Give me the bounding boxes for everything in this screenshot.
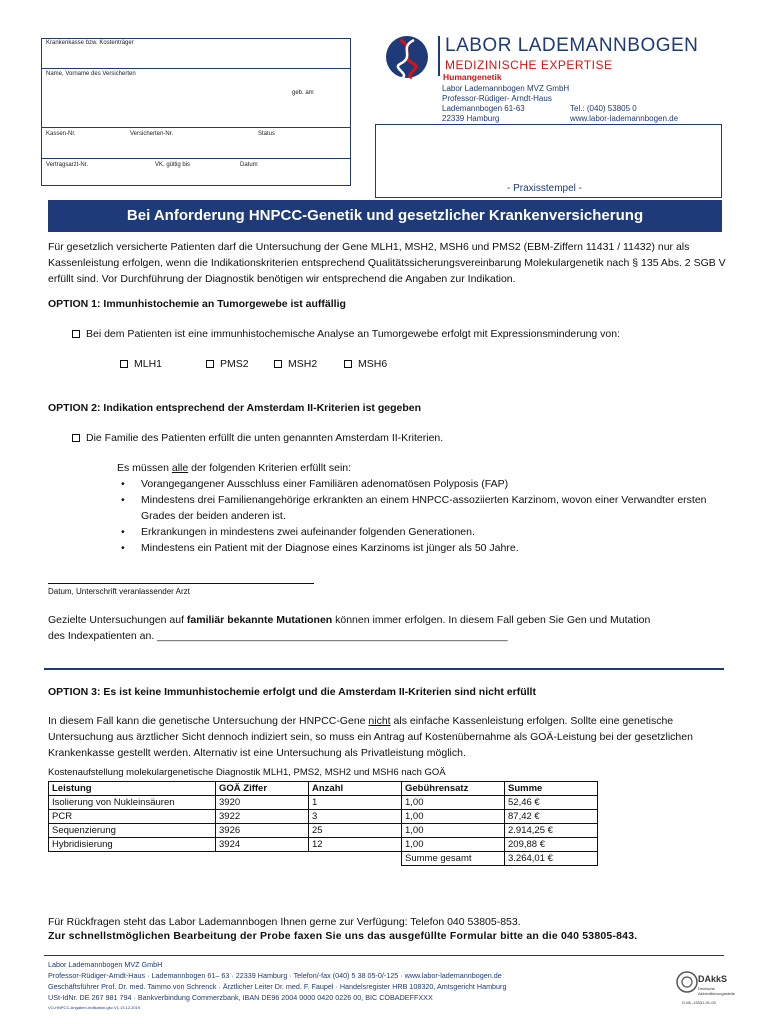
lab-department: Humangenetik	[443, 72, 502, 82]
option3-heading: OPTION 3: Es ist keine Immunhistochemie erfolgt und die Amsterdam II-Kriterien sind nicht erfüllt	[48, 686, 536, 698]
option2-checkbox[interactable]	[72, 434, 80, 442]
divider	[41, 68, 351, 69]
criteria-intro: Es müssen alle der folgenden Kriterien erfüllt sein:	[117, 462, 352, 474]
msh2-label: MSH2	[288, 358, 318, 370]
msh2-checkbox[interactable]	[274, 360, 282, 368]
contact-line2: Zur schnellstmöglichen Bearbeitung der Probe faxen Sie uns das ausgefüllte Formular bitte an die 040 53805-843.	[48, 930, 638, 942]
footer-divider	[44, 955, 724, 956]
page-title-banner: Bei Anforderung HNPCC-Genetik und gesetzlicher Krankenversicherung	[48, 200, 722, 232]
total-value: 3.264,01 €	[505, 852, 598, 866]
option1-heading: OPTION 1: Immunhistochemie an Tumorgewebe ist auffällig	[48, 298, 346, 310]
mlh1-checkbox[interactable]	[120, 360, 128, 368]
signature-line[interactable]	[48, 583, 314, 584]
lab-title: LABOR LADEMANNBOGEN	[445, 35, 699, 56]
gene-pms2[interactable]	[206, 356, 249, 372]
cost-caption: Kostenaufstellung molekulargenetische Diagnostik MLH1, PMS2, MSH2 und MSH6 nach GOÄ	[48, 767, 446, 778]
col-leistung: Leistung	[49, 782, 216, 796]
intro-text: Für gesetzlich versicherte Patienten darf die Untersuchung der Gene MLH1, MSH2, MSH6 und PMS2 (EBM-Ziffern 11431 / 11432) nur als Kassenleistung erfolgen, wenn die Indikationskriterien entsprechend Qualitätssicherungsvereinbarung Molekulargenetik nach § 135 Abs. 2 SGB V erfüllt sind. Vor Durchführung der Diagnostik benötigen wir entsprechend die Angaben zur Indikation.	[48, 241, 726, 285]
lab-web[interactable]: www.labor-lademannbogen.de	[570, 114, 679, 123]
col-goae: GOÄ Ziffer	[216, 782, 309, 796]
divider	[41, 158, 351, 159]
option1-checkbox[interactable]	[72, 330, 80, 338]
kostentraeger-label: Krankenkasse bzw. Kostenträger	[46, 40, 134, 46]
footer-company: Labor Lademannbogen MVZ GmbH	[48, 960, 163, 969]
table-row: Sequenzierung 3926 25 1,00 2.914,25 €	[49, 824, 598, 838]
footer-management: Geschäftsführer Prof. Dr. med. Tammo von Schrenck · Ärztlicher Leiter Dr. med. F. Faupel · Handelsregister HRB 108320, Amtsgericht Hamburg	[48, 982, 507, 991]
criterion-item: • Mindestens ein Patient mit der Diagnose eines Karzinoms ist jünger als 50 Jahre.	[135, 540, 707, 556]
option2-check-label: Die Familie des Patienten erfüllt die unten genannten Amsterdam II-Kriterien.	[86, 432, 444, 444]
footer-code: VO-HNPCC-Angaben-Indikation-gkv-V1 13.12.2019	[48, 1005, 141, 1010]
msh6-label: MSH6	[358, 358, 388, 370]
gene-msh6[interactable]	[344, 356, 387, 372]
lab-street: Professor-Rüdiger- Arndt-Haus	[442, 94, 552, 103]
geb-label: geb. am	[292, 90, 314, 96]
status-label: Status	[258, 131, 276, 137]
section-divider	[44, 668, 724, 670]
table-row: Hybridisierung 3924 12 1,00 209,88 €	[49, 838, 598, 852]
logo-divider	[438, 36, 440, 76]
contact-line1: Für Rückfragen steht das Labor Lademannbogen Ihnen gerne zur Verfügung: Telefon 040 53805-853.	[48, 916, 521, 928]
criterion-item: • Vorangegangener Ausschluss einer Familiären adenomatösen Polyposis (FAP)	[135, 476, 707, 492]
name-label: Name, Vorname des Versicherten	[46, 71, 136, 77]
col-gebuehrensatz: Gebührensatz	[402, 782, 505, 796]
criterion-item: • Mindestens drei Familienangehörige erkrankten an einem HNPCC-assoziierten Karzinom, wovon einer Verwandter ersten Grades der beiden anderen ist.	[135, 492, 707, 524]
msh6-checkbox[interactable]	[344, 360, 352, 368]
lab-subtitle: MEDIZINISCHE EXPERTISE	[445, 58, 613, 72]
option2-check-row[interactable]	[72, 430, 443, 446]
divider	[41, 127, 351, 128]
table-total-row	[49, 852, 598, 866]
lab-city: 22339 Hamburg	[442, 114, 500, 123]
gene-msh2[interactable]	[274, 356, 317, 372]
option1-check-label: Bei dem Patienten ist eine immunhistochemische Analyse an Tumorgewebe erfolgt mit Expressionsminderung von:	[86, 328, 621, 340]
dakks-label: DAkkS	[698, 974, 728, 984]
criterion-item: • Erkrankungen in mindestens zwei aufeinander folgenden Generationen.	[135, 524, 707, 540]
vk-label: VK. gültig bis	[155, 162, 191, 168]
option3-text: In diesem Fall kann die genetische Untersuchung der HNPCC-Gene nicht als einfache Kassenleistung erfolgen. Sollte eine genetische Untersuchung aus ärztlicher Sicht dennoch indiziert sein, so muss ein Antrag auf Kostenübernahme als GOÄ-Leistung bei der gesetzlichen Krankenkasse gestellt werden. Alternativ ist eine Untersuchung als Privatleistung möglich.	[48, 715, 693, 759]
col-summe: Summe	[505, 782, 598, 796]
option1-check-row[interactable]	[72, 326, 620, 342]
gene-mlh1[interactable]	[120, 356, 162, 372]
col-anzahl: Anzahl	[309, 782, 402, 796]
total-label: Summe gesamt	[402, 852, 505, 866]
vertragsarzt-label: Vertragsarzt-Nr.	[46, 162, 89, 168]
footer-bank: USt-IdNr. DE 267 981 794 · Bankverbindung Commerzbank, IBAN DE96 2004 0000 0420 0226 00, BIC COBADEFFXXX	[48, 993, 433, 1002]
lab-name: Labor Lademannbogen MVZ GmbH	[442, 84, 570, 93]
datum-label: Datum	[240, 162, 258, 168]
option2-heading: OPTION 2: Indikation entsprechend der Amsterdam II-Kriterien ist gegeben	[48, 402, 422, 414]
dakks-logo: DAkkS Deutsche Akkreditierungsstelle D-ML-13331-01-00	[676, 966, 726, 1010]
pms2-label: PMS2	[220, 358, 249, 370]
versicherten-nr-label: Versicherten-Nr.	[130, 131, 174, 137]
lab-logo-icon	[382, 34, 432, 80]
pms2-checkbox[interactable]	[206, 360, 214, 368]
mutation-text: Gezielte Untersuchungen auf familiär bekannte Mutationen können immer erfolgen. In diesem Fall geben Sie Gen und Mutation des Indexpatienten an. ____________________________________________________________	[48, 614, 651, 642]
footer-address: Professor-Rüdiger-Arndt-Haus · Lademannbogen 61– 63 · 22339 Hamburg · Telefon/-fax (040) 5 38 05-0/-125 · www.labor-lademannbogen.de	[48, 971, 502, 980]
mlh1-label: MLH1	[134, 358, 163, 370]
kassen-nr-label: Kassen-Nr.	[46, 131, 76, 137]
index-patient-field[interactable]: des Indexpatienten an. ____________________________________________________________	[48, 630, 508, 642]
praxisstempel-label: - Praxisstempel -	[507, 183, 583, 194]
table-row: PCR 3922 3 1,00 87,42 €	[49, 810, 598, 824]
lab-phone: Tel.: (040) 53805 0	[570, 104, 637, 113]
signature-label: Datum, Unterschrift veranlassender Arzt	[48, 587, 190, 596]
table-row: Isolierung von Nukleinsäuren 3920 1 1,00 52,46 €	[49, 796, 598, 810]
cost-table	[48, 781, 598, 866]
table-header-row	[49, 782, 598, 796]
criteria-list	[117, 476, 707, 556]
lab-address: Lademannbogen 61-63	[442, 104, 525, 113]
